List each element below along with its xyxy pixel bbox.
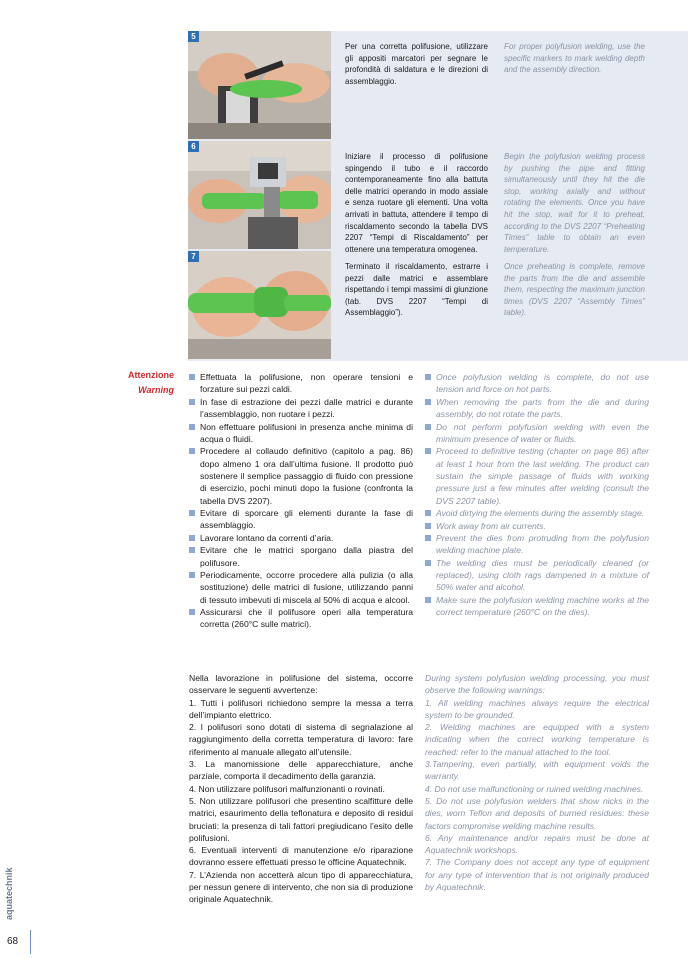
square-bullet-icon — [425, 535, 431, 541]
warning-list-en — [425, 371, 649, 619]
paragraph: 6. Eventuali interventi di manutenzione e/o riparazione dovranno essere effettuati presso le officine Aquatechnik. — [189, 845, 413, 868]
paragraph: 7. The Company does not accept any type of equipment for any type of intervention that is not originally produced by Aquatechnik. — [425, 857, 649, 893]
paragraph: 7. L’Azienda non accetterà alcun tipo di apparecchiatura, per nessun genere di intervento, che non sia di produzione originale Aquatechnik. — [189, 869, 413, 905]
step-5-photo — [188, 31, 331, 139]
assembling-pipe-illustration — [188, 251, 331, 359]
list-item: Make sure the polyfusion welding machine works at the correct temperature (260°C on the dies). — [425, 594, 649, 619]
square-bullet-icon — [189, 535, 195, 541]
list-item: Procedere al collaudo definitivo (capitolo a pag. 86) dopo almeno 1 ora dall’ultima fusione. Il prodotto può sostenere il semplice passaggio di fluido con pressione di esercizio, pochi minuti dopo la fusione (confronta la tabella DVS 2207). — [189, 445, 413, 506]
list-item: The welding dies must be periodically cleaned (or replaced), using cloth rags dampened in a mixture of 50% water and alcohol. — [425, 557, 649, 594]
square-bullet-icon — [189, 572, 195, 578]
step-6-photo — [188, 141, 331, 249]
warning-label-it: Attenzione — [128, 370, 174, 380]
list-item: Do not perform polyfusion welding with even the minimum presence of water or fluids. — [425, 421, 649, 446]
step-number: 5 — [188, 31, 199, 42]
step-text-en: For proper polyfusion welding, use the specific markers to mark welding depth and the assembly direction. — [504, 42, 645, 75]
square-bullet-icon — [425, 510, 431, 516]
page-number: 68 — [7, 936, 19, 947]
list-item: Lavorare lontano da correnti d’aria. — [189, 532, 413, 544]
step-number: 6 — [188, 141, 199, 152]
square-bullet-icon — [425, 424, 431, 430]
paragraph: 1. All welding machines always require the electrical system to be grounded. — [425, 697, 649, 720]
step-text-en: Once preheating is complete, remove the parts from the die and assemble them, respecting the maximum junction times (DVS 2207 “Assembly Times” table). — [504, 262, 645, 318]
list-item: Avoid dirtying the elements during the assembly stage. — [425, 507, 649, 519]
square-bullet-icon — [425, 448, 431, 454]
list-item: Effettuata la polifusione, non operare tensioni e forzature sui pezzi caldi. — [189, 371, 413, 396]
step-text-it: Iniziare il processo di polifusione spingendo il tubo e il raccordo contemporaneamente fino alla battuta delle matrici operando in modo assiale e senza ruotare gli elementi. Una volta arrivati in battuta, attendere il tempo di riscaldamento secondo la tabella DVS 2207 “Tempi di Riscaldamento” per ottenere una temperatura omogenea. — [345, 152, 488, 254]
paragraph: 1. Tutti i polifusori richiedono sempre la messa a terra dell’impianto elettrico. — [189, 697, 413, 720]
paragraph: Nella lavorazione in polifusione del sistema, occorre osservare le seguenti avvertenze: — [189, 673, 413, 696]
list-item: Once polyfusion welding is complete, do not use tension and force on hot parts. — [425, 371, 649, 396]
list-item: Assicurarsi che il polifusore operi alla temperatura corretta (260°C sulle matrici). — [189, 606, 413, 631]
list-item: Evitare di sporcare gli elementi durante la fase di assemblaggio. — [189, 507, 413, 532]
paragraph: 3.Tampering, even partially, with equipment voids the warranty. — [425, 759, 649, 782]
marking-pipe-illustration — [188, 31, 331, 139]
list-item: Work away from air currents. — [425, 520, 649, 532]
square-bullet-icon — [189, 374, 195, 380]
step-text-it: Terminato il riscaldamento, estrarre i pezzi dalle matrici e assemblare rispettando i tempi massimi di giunzione (tab. DVS 2207 “Tempi di Assemblaggio”). — [345, 262, 488, 318]
paragraph: 2. I polifusori sono dotati di sistema di segnalazione al raggiungimento della corretta temperatura di lavoro: fare riferimento al manuale allegato all’utensile. — [189, 722, 413, 757]
general-warnings-en — [425, 672, 649, 893]
paragraph: 3. La manomissione delle apparecchiature, anche parziale, comporta il decadimento della garanzia. — [189, 759, 413, 782]
list-item: Prevent the dies from protruding from the polyfusion welding machine plate. — [425, 532, 649, 557]
paragraph: 5. Non utilizzare polifusori che presentino scalfitture delle matrici, esaurimento della teflonatura e deposito di residui bruciati: la presenza di tali fattori pregiudicano l’esito delle polifusioni. — [189, 795, 413, 843]
list-item: Proceed to definitive testing (chapter on page 86) after at least 1 hour from the last welding. The product can sustain the simple passage of fluids with working pressure just a few minutes after welding (consult the DVS 2207 table). — [425, 445, 649, 506]
square-bullet-icon — [189, 510, 195, 516]
step-text-it: Per una corretta polifusione, utilizzare gli appositi marcatori per segnare le profondità di saldatura e le direzioni di assemblaggio. — [345, 42, 488, 86]
list-item: Non effettuare polifusioni in presenza anche minima di acqua o fluidi. — [189, 421, 413, 446]
square-bullet-icon — [189, 609, 195, 615]
list-item: Periodicamente, occorre procedere alla pulizia (o alla sostituzione) delle matrici di fusione, utilizzando panni di tessuto imbevuti di miscela al 50% di acqua e alcool. — [189, 569, 413, 606]
square-bullet-icon — [425, 597, 431, 603]
warning-label-en: Warning — [138, 385, 174, 395]
paragraph: During system polyfusion welding processing, you must observe the following warnings: — [425, 673, 649, 696]
square-bullet-icon — [425, 399, 431, 405]
paragraph: 5. Do not use polyfusion welders that show nicks in the dies, worn Teflon and deposits of burned residues: these factors compromise welding machine results. — [425, 795, 649, 831]
square-bullet-icon — [189, 547, 195, 553]
square-bullet-icon — [425, 560, 431, 566]
list-item: When removing the parts from the die and during assembly, do not rotate the parts. — [425, 396, 649, 421]
heating-pipe-illustration — [188, 141, 331, 249]
step-5 — [188, 31, 688, 141]
square-bullet-icon — [189, 399, 195, 405]
square-bullet-icon — [425, 523, 431, 529]
paragraph: 4. Do not use malfunctioning or ruined welding machines. — [425, 783, 644, 794]
paragraph: 6. Any maintenance and/or repairs must be done at Aquatechnik workshops. — [425, 832, 649, 856]
warning-list-it — [189, 371, 413, 631]
brand-vertical-label: aquatechnik — [4, 867, 14, 920]
square-bullet-icon — [189, 448, 195, 454]
paragraph: 2. Welding machines are equipped with a system indicating when the correct working temperature is reached: refer to the manual attached to the tool. — [425, 722, 649, 757]
general-warnings-it — [189, 672, 413, 906]
step-6 — [188, 141, 688, 254]
square-bullet-icon — [425, 374, 431, 380]
step-number: 7 — [188, 251, 199, 262]
step-7 — [188, 251, 688, 361]
list-item: Evitare che le matrici sporgano dalla piastra del polifusore. — [189, 544, 413, 569]
page-number-rule — [30, 930, 31, 954]
list-item: In fase di estrazione dei pezzi dalle matrici e durante l’assemblaggio, non ruotare i pezzi. — [189, 396, 413, 421]
paragraph: 4. Non utilizzare polifusori malfunzionanti o rovinati. — [189, 783, 385, 794]
steps-panel — [188, 31, 688, 361]
step-text-en: Begin the polyfusion welding process by pushing the pipe and fitting simultaneously until they hit the die stop, working axially and without rotating the elements. Once you have hit the stop, wait for it to preheat, according to the DVS 2207 “Preheating Times” table to obtain an even temperature. — [504, 152, 645, 254]
square-bullet-icon — [189, 424, 195, 430]
step-7-photo — [188, 251, 331, 359]
